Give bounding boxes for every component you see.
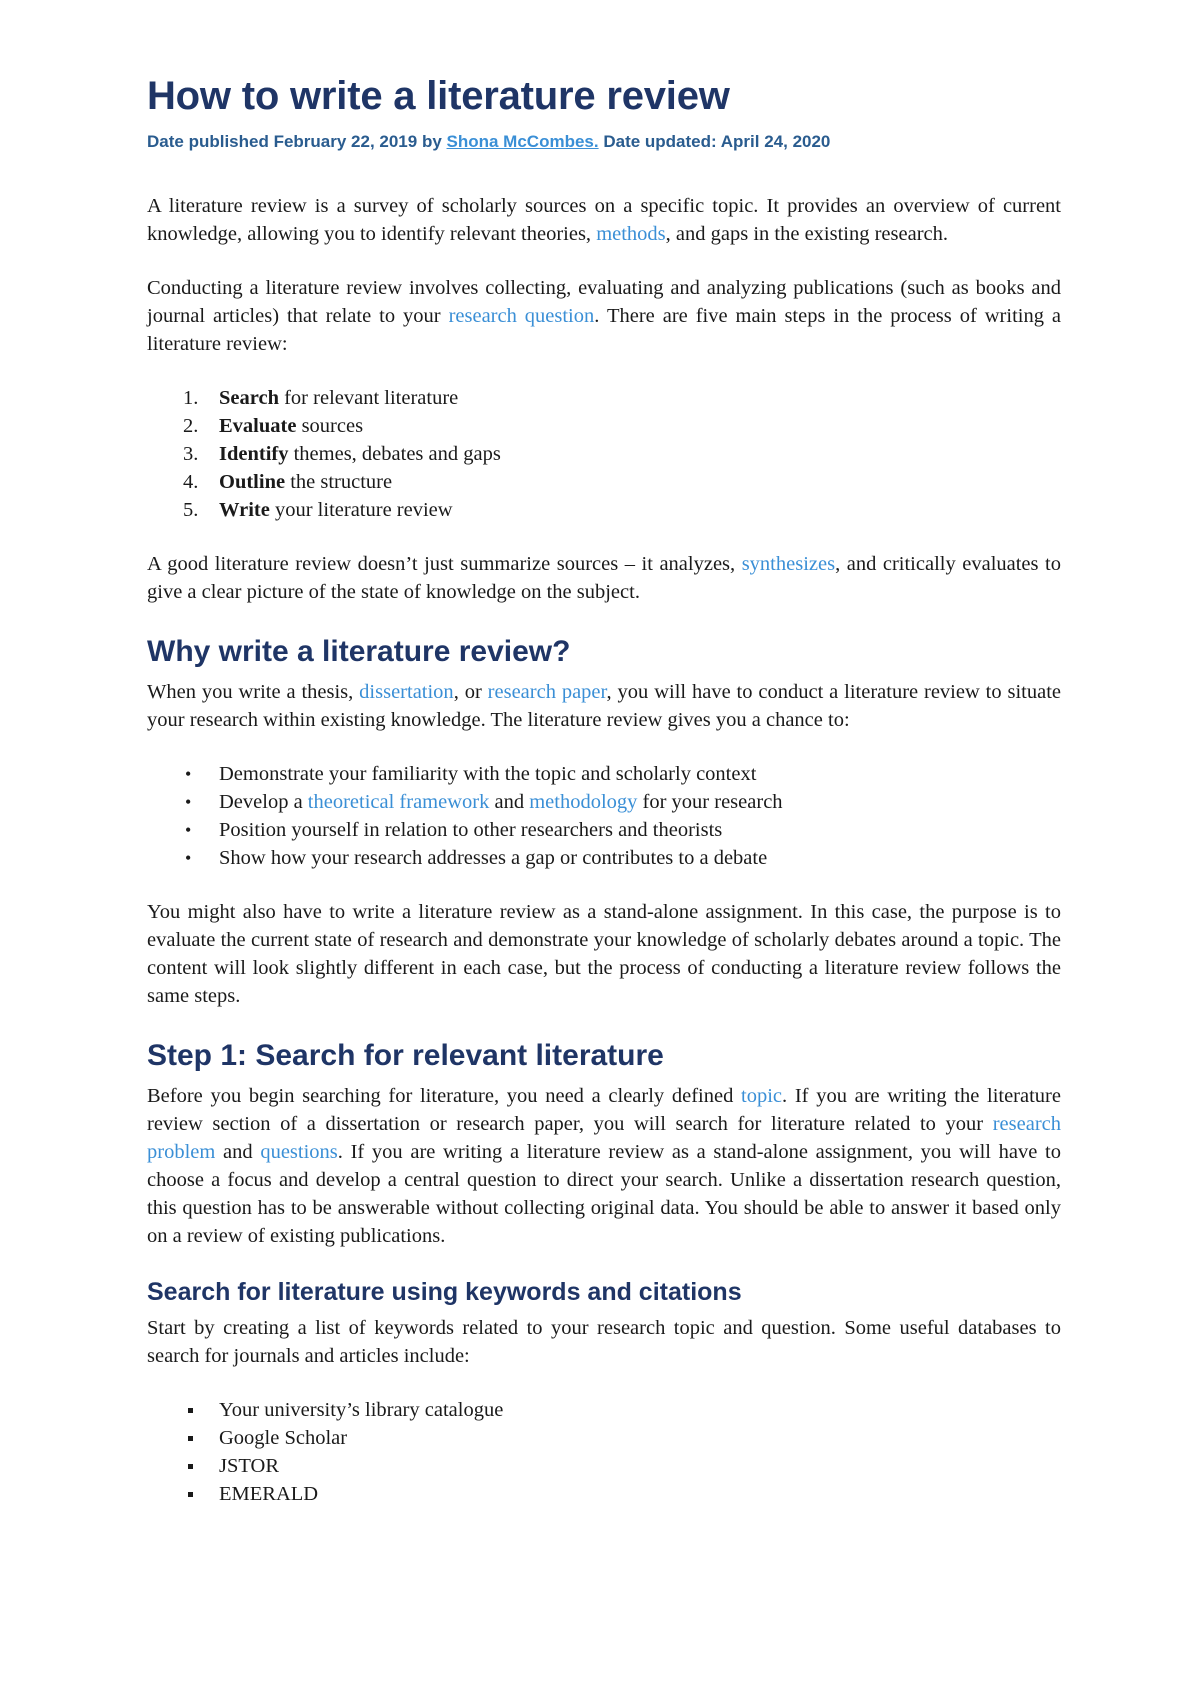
list-item: Google Scholar bbox=[147, 1424, 1061, 1452]
methods-link[interactable]: methods bbox=[596, 223, 666, 245]
list-item: Your university’s library catalogue bbox=[147, 1396, 1061, 1424]
keywords-paragraph: Start by creating a list of keywords related to your research topic and question. Some useful databases to search for journals and articles include: bbox=[147, 1317, 1061, 1367]
section-heading-why: Why write a literature review? bbox=[147, 635, 571, 668]
list-item: • Position yourself in relation to other researchers and theorists bbox=[147, 816, 1061, 844]
document-page bbox=[147, 62, 1061, 1534]
step1-paragraph: Before you begin searching for literature, you need a clearly defined topic. If you are writing the literature review section of a dissertation or research paper, you will search for literature related to your research problem and questions. If you are writing a literature review as a stand-alone assignment, you will have to choose a focus and develop a central question to direct your search. Unlike a dissertation research question, this question has to be answerable without collecting original data. You should be able to answer it based only on a review of existing publications. bbox=[147, 1085, 1061, 1247]
intro-paragraph-3: A good literature review doesn’t just summarize sources – it analyzes, synthesizes, and critically evaluates to give a clear picture of the state of knowledge on the subject. bbox=[147, 553, 1061, 603]
steps-list bbox=[147, 384, 1061, 524]
list-item: • Demonstrate your familiarity with the topic and scholarly context bbox=[147, 760, 1061, 788]
dissertation-link[interactable]: dissertation bbox=[359, 681, 454, 703]
methodology-link[interactable]: methodology bbox=[529, 791, 638, 813]
research-paper-link[interactable]: research paper bbox=[487, 681, 607, 703]
list-item: 4. Outline the structure bbox=[183, 471, 393, 493]
why-paragraph-1: When you write a thesis, dissertation, or research paper, you will have to conduct a literature review to situate your research within existing knowledge. The literature review gives you a chance to: bbox=[147, 681, 1062, 731]
list-item: • Show how your research addresses a gap or contributes to a debate bbox=[147, 844, 1061, 872]
list-item: 5. Write your literature review bbox=[183, 499, 453, 521]
benefits-list bbox=[147, 760, 1061, 872]
intro-paragraph-1: A literature review is a survey of scholarly sources on a specific topic. It provides an overview of current knowledge, allowing you to identify relevant theories, methods, and gaps in the existing research. bbox=[147, 195, 1061, 245]
intro-paragraph-2: Conducting a literature review involves collecting, evaluating and analyzing publications (such as books and journal articles) that relate to your research question. There are five main steps in the process of writing a literature review: bbox=[147, 277, 1062, 355]
why-paragraph-2: You might also have to write a literature review as a stand-alone assignment. In this case, the purpose is to evaluate the current state of research and demonstrate your knowledge of scholarly debates around a topic. The content will look slightly different in each case, but the process of conducting a literature review follows the same steps. bbox=[147, 901, 1061, 1007]
updated-date: Date updated: April 24, 2020 bbox=[598, 132, 831, 151]
page-title: How to write a literature review bbox=[147, 74, 730, 118]
published-date: Date published February 22, 2019 by bbox=[147, 132, 447, 151]
list-item: EMERALD bbox=[147, 1480, 1061, 1508]
list-item: • Develop a theoretical framework and methodology for your research bbox=[147, 788, 1061, 816]
research-problem-link[interactable]: research problem bbox=[147, 1113, 1061, 1163]
questions-link[interactable]: questions bbox=[260, 1141, 338, 1163]
list-item: 1. Search for relevant literature bbox=[183, 387, 459, 409]
topic-link[interactable]: topic bbox=[741, 1085, 783, 1107]
research-question-link[interactable]: research question bbox=[448, 305, 595, 327]
list-item: 2. Evaluate sources bbox=[183, 415, 364, 437]
author-link[interactable]: Shona McCombes. bbox=[446, 132, 599, 151]
section-heading-step-1: Step 1: Search for relevant literature bbox=[147, 1039, 664, 1072]
subheading-keywords: Search for literature using keywords and citations bbox=[147, 1278, 742, 1306]
list-item: 3. Identify themes, debates and gaps bbox=[183, 443, 501, 465]
databases-list bbox=[147, 1396, 1061, 1508]
synthesizes-link[interactable]: synthesizes bbox=[741, 553, 836, 575]
list-item: JSTOR bbox=[147, 1452, 1061, 1480]
publication-meta bbox=[147, 130, 1061, 154]
theoretical-framework-link[interactable]: theoretical framework bbox=[307, 791, 490, 813]
